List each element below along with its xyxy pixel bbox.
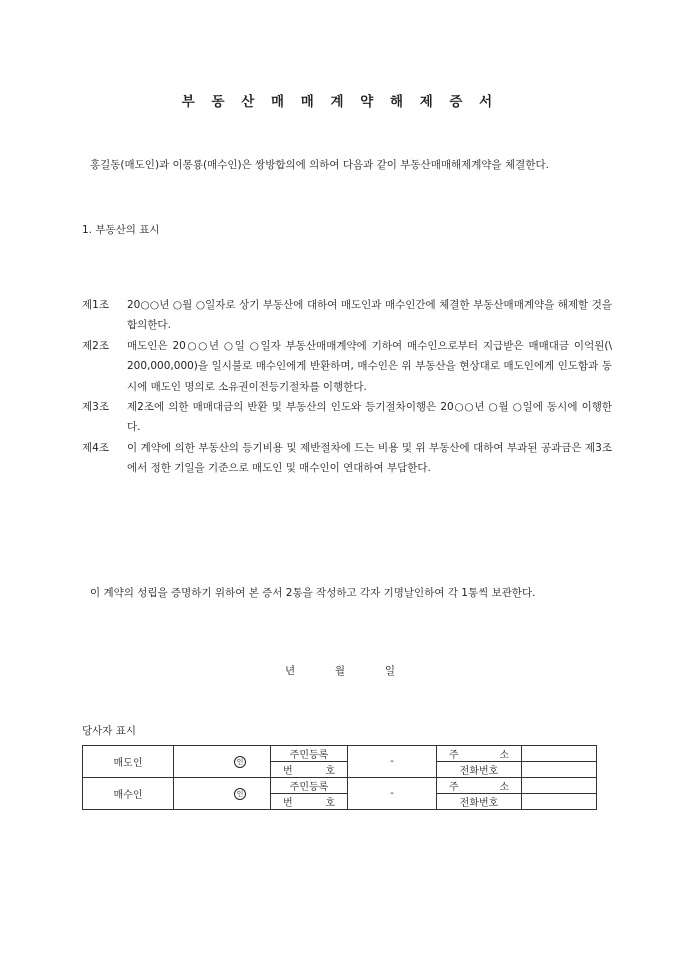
article-label: 제3조: [82, 401, 109, 414]
article-list: [82, 295, 612, 479]
article-text: 매도인은 20○○년 ○일 ○일자 부동산매매계약에 기하여 매수인으로부터 지급받은 매매대금 이억원(\ 200,000,000)을 일시불로 매수인에게 반환하며, 매수인은 위 부동산을 현상대로 매도인에게 인도함과 동시에 매도인 명의로 소유권이전등기절차를 이행한다.: [127, 339, 612, 393]
seller-role-cell: 매도인: [83, 746, 174, 778]
article-text: 제2조에 의한 매매대금의 반환 및 부동산의 인도와 등기절차이행은 20○○년 ○월 ○일에 동시에 이행한다.: [127, 401, 612, 434]
table-row: [83, 778, 597, 794]
parties-table: [82, 745, 597, 810]
number-label: 번 호: [271, 794, 348, 810]
buyer-name-cell[interactable]: [174, 778, 271, 810]
section-heading-property: 1. 부동산의 표시: [82, 224, 160, 236]
seller-address-value[interactable]: [522, 746, 597, 762]
resident-reg-label: 주민등록: [271, 778, 348, 794]
parties-heading: 당사자 표시: [82, 725, 137, 737]
article-label: 제4조: [82, 441, 109, 454]
seller-phone-value[interactable]: [522, 762, 597, 778]
buyer-role-cell: 매수인: [83, 778, 174, 810]
date-month-label: 월: [334, 665, 346, 677]
seller-id-number-cell[interactable]: -: [348, 746, 437, 778]
article-text: 20○○년 ○월 ○일자로 상기 부동산에 대하여 매도인과 매수인간에 체결한 부동산매매계약을 해제할 것을 합의한다.: [127, 299, 612, 332]
article-1: [82, 295, 612, 336]
number-label: 번 호: [271, 762, 348, 778]
buyer-phone-value[interactable]: [522, 794, 597, 810]
phone-label: 전화번호: [437, 794, 522, 810]
buyer-address-value[interactable]: [522, 778, 597, 794]
article-text: 이 계약에 의한 부동산의 등기비용 및 제반절차에 드는 비용 및 위 부동산에 대하여 부과된 공과금은 제3조에서 정한 기일을 기준으로 매도인 및 매수인이 연대하여 부담한다.: [127, 441, 612, 475]
phone-label: 전화번호: [437, 762, 522, 778]
table-row: [83, 746, 597, 762]
article-label: 제2조: [82, 339, 109, 352]
date-year-label: 년: [285, 665, 296, 677]
seller-name-cell[interactable]: [174, 746, 271, 778]
article-label: 제1조: [82, 299, 109, 311]
article-4: [82, 438, 612, 479]
resident-reg-label: 주민등록: [271, 746, 348, 762]
article-3: [82, 397, 612, 438]
seal-icon: 인: [234, 756, 246, 768]
document-title: 부 동 산 매 매 계 약 해 제 증 서: [181, 94, 499, 110]
date-day-label: 일: [384, 665, 395, 677]
closing-paragraph: 이 계약의 성립을 증명하기 위하여 본 증서 2통을 작성하고 각자 기명날인하여 각 1통씩 보관한다.: [90, 587, 536, 599]
article-2: [82, 336, 612, 397]
date-line: [285, 663, 395, 678]
address-label: 주 소: [437, 778, 522, 794]
seal-icon: 인: [234, 788, 246, 800]
intro-paragraph: 홍길동(매도인)과 이몽룡(매수인)은 쌍방합의에 의하여 다음과 같이 부동산매매해제계약을 체결한다.: [90, 159, 549, 171]
address-label: 주 소: [437, 746, 522, 762]
buyer-id-number-cell[interactable]: -: [348, 778, 437, 810]
